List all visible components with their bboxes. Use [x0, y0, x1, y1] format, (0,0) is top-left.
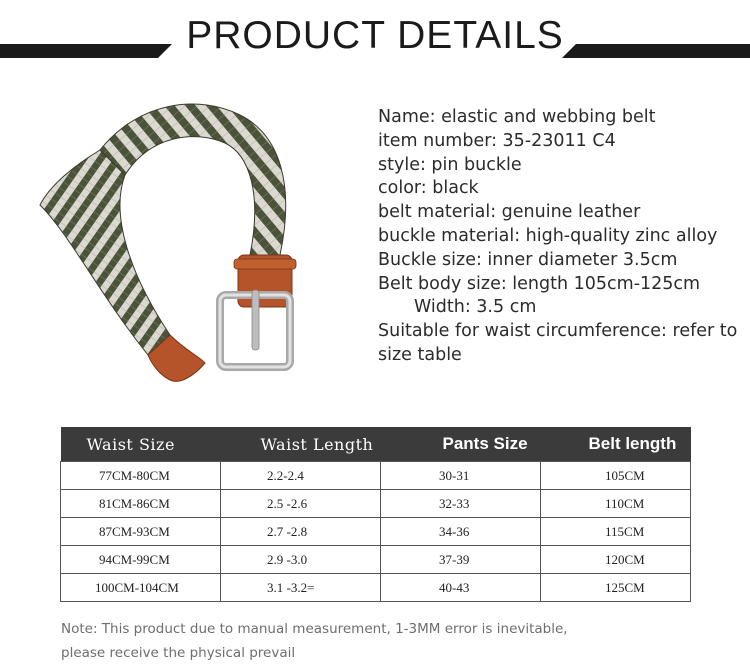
header-belt-length: Belt length: [541, 427, 691, 462]
cell-waist-size: 87CM-93CM: [61, 518, 221, 546]
spec-body-size: Belt body size: length 105cm-125cm: [378, 273, 701, 294]
cell-pants-size: 37-39: [381, 546, 541, 574]
cell-waist-size: 100CM-104CM: [61, 574, 221, 602]
product-specifications: [378, 106, 750, 368]
cell-pants-size: 34-36: [381, 518, 541, 546]
spec-waist-line-2: size table: [378, 344, 462, 365]
cell-pants-size: 32-33: [381, 490, 541, 518]
header-waist-size: Waist Size: [61, 427, 221, 462]
cell-waist-length: 3.1 -3.2=: [221, 574, 381, 602]
page-title: PRODUCT DETAILS: [186, 14, 564, 57]
cell-pants-size: 30-31: [381, 462, 541, 490]
cell-waist-length: 2.9 -3.0: [221, 546, 381, 574]
note-line-2: please receive the physical prevail: [61, 645, 296, 661]
table-row: [61, 490, 691, 518]
cell-waist-length: 2.5 -2.6: [221, 490, 381, 518]
table-row: [61, 546, 691, 574]
spec-item-number: item number: 35-23011 C4: [378, 130, 616, 151]
spec-name: Name: elastic and webbing belt: [378, 107, 656, 127]
cell-belt-length: 105CM: [541, 462, 691, 490]
spec-buckle-size: Buckle size: inner diameter 3.5cm: [378, 249, 678, 270]
cell-waist-size: 77CM-80CM: [61, 462, 221, 490]
header-pants-size: Pants Size: [381, 427, 541, 462]
cell-waist-length: 2.7 -2.8: [221, 518, 381, 546]
size-table-header-row: [61, 427, 691, 462]
cell-belt-length: 125CM: [541, 574, 691, 602]
cell-belt-length: 120CM: [541, 546, 691, 574]
belt-product-image: [30, 95, 330, 385]
cell-waist-length: 2.2-2.4: [221, 462, 381, 490]
spec-style: style: pin buckle: [378, 154, 522, 175]
cell-belt-length: 115CM: [541, 518, 691, 546]
header-bar-right: [562, 44, 750, 58]
cell-belt-length: 110CM: [541, 490, 691, 518]
cell-waist-size: 94CM-99CM: [61, 546, 221, 574]
note-line-1: Note: This product due to manual measurement, 1-3MM error is inevitable,: [61, 621, 568, 637]
spec-width: Width: 3.5 cm: [414, 297, 537, 318]
cell-pants-size: 40-43: [381, 574, 541, 602]
table-row: [61, 518, 691, 546]
spec-color: color: black: [378, 178, 479, 199]
table-row: [61, 462, 691, 490]
header-waist-length: Waist Length: [221, 427, 381, 462]
size-table: [60, 427, 691, 602]
page-header: [0, 0, 750, 75]
table-row: [61, 574, 691, 602]
spec-belt-material: belt material: genuine leather: [378, 202, 641, 223]
spec-buckle-material: buckle material: high-quality zinc alloy: [378, 225, 718, 246]
measurement-note: [61, 617, 721, 665]
spec-waist-line-1: Suitable for waist circumference: refer to: [378, 321, 738, 342]
cell-waist-size: 81CM-86CM: [61, 490, 221, 518]
